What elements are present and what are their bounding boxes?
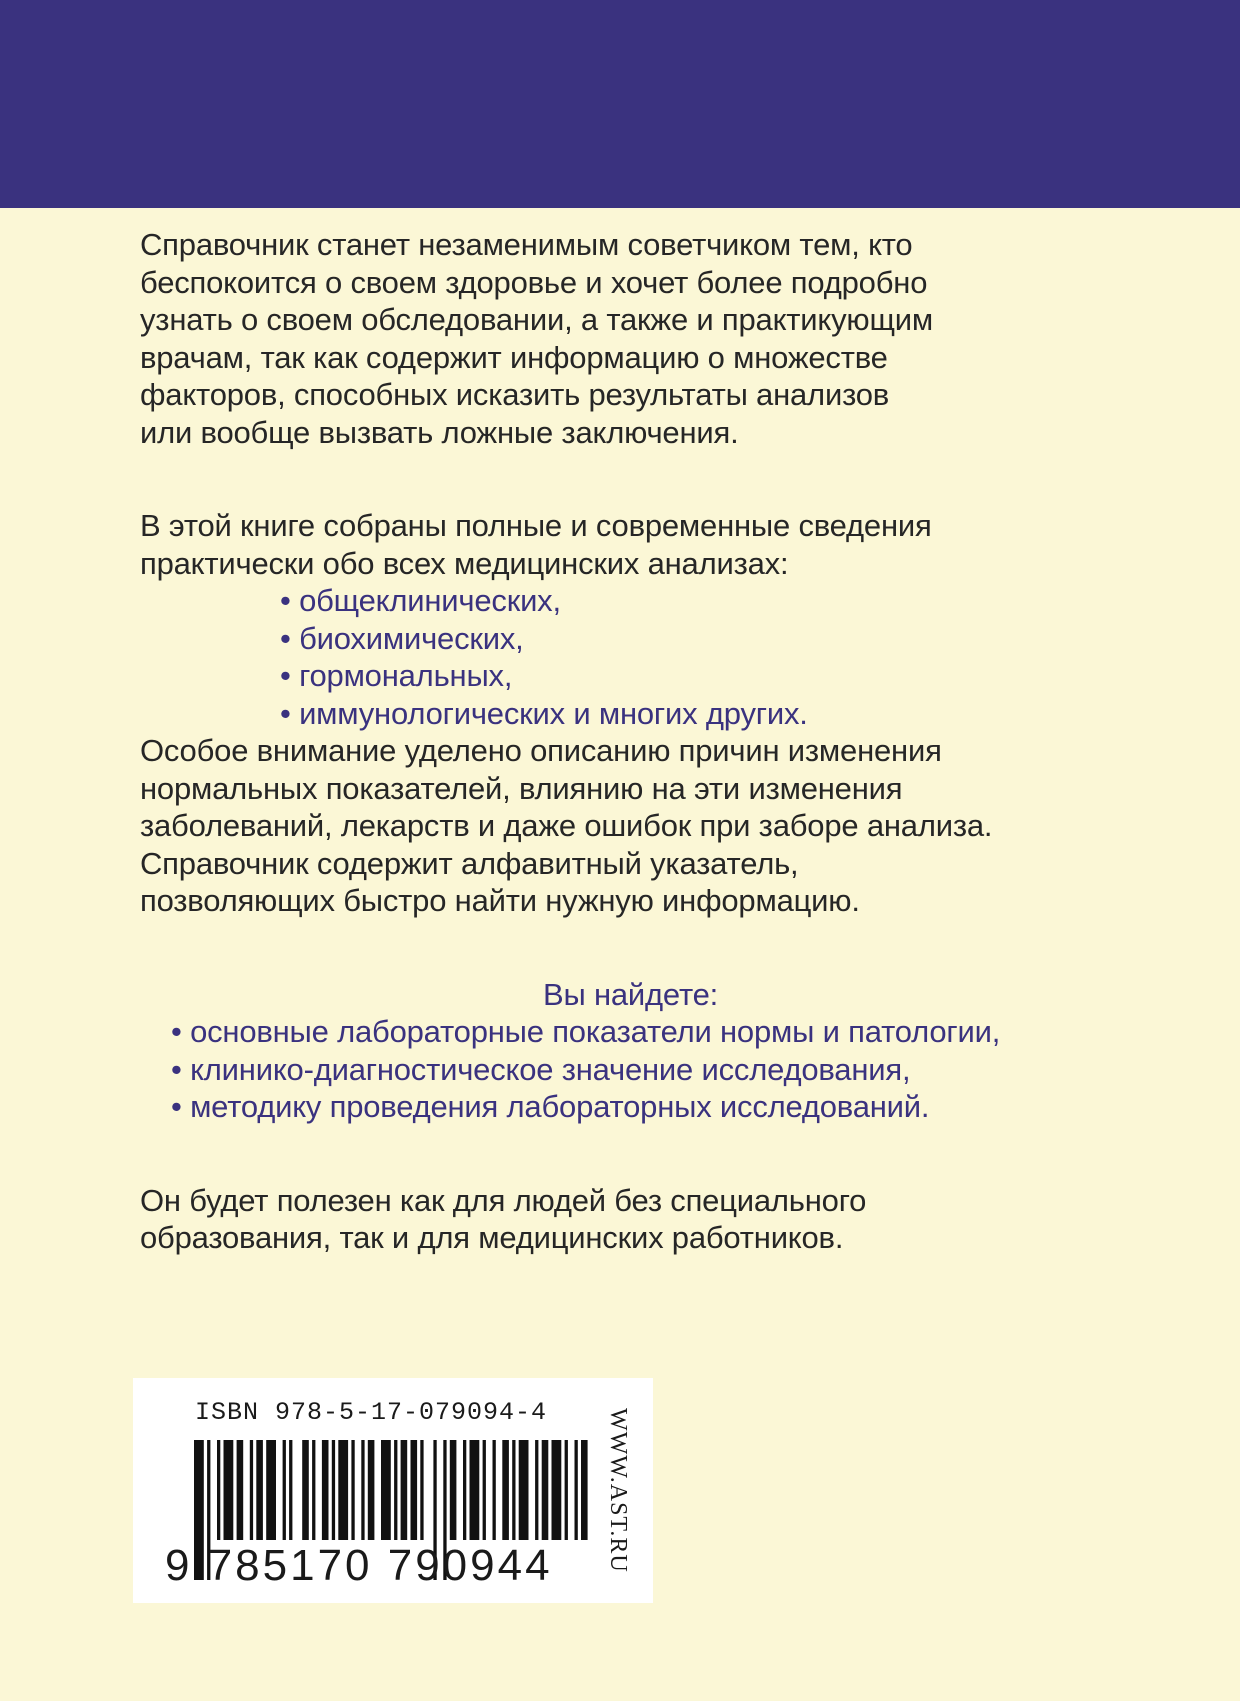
barcode-bar	[256, 1440, 263, 1540]
attention-line: позволяющих быстро найти нужную информацию.	[140, 883, 860, 918]
barcode-bar	[519, 1440, 529, 1540]
barcode-bar	[250, 1440, 253, 1540]
barcode-bar	[575, 1440, 578, 1540]
barcode-bar	[470, 1440, 480, 1540]
list-item: • клинико-диагностическое значение исследования,	[171, 1051, 911, 1087]
collection-line: В этой книге собраны полные и современные сведения	[140, 508, 932, 543]
barcode-bar	[535, 1440, 538, 1540]
barcode-bar	[394, 1440, 397, 1540]
list-item: • гормональных,	[280, 658, 513, 693]
barcode-bar	[552, 1440, 562, 1540]
list-item: • основные лабораторные показатели нормы и патологии,	[171, 1014, 1001, 1049]
closing-paragraph	[140, 1182, 1220, 1257]
attention-line: Справочник содержит алфавитный указатель,	[140, 845, 799, 881]
barcode-bar	[332, 1440, 335, 1540]
barcode-bar	[581, 1440, 588, 1540]
collection-paragraph	[140, 507, 1220, 582]
barcode-bar	[450, 1440, 457, 1540]
barcode-bar	[463, 1440, 466, 1540]
barcode-bar	[361, 1440, 364, 1540]
attention-line: Особое внимание уделено описанию причин изменения	[140, 733, 942, 768]
closing-line: Он будет полезен как для людей без специального	[140, 1182, 867, 1218]
intro-line: Справочник станет незаменимым советчиком тем, кто	[140, 227, 913, 262]
barcode-panel	[133, 1378, 653, 1603]
intro-line: факторов, способных исказить результаты анализов	[140, 377, 890, 412]
barcode-bar	[283, 1440, 286, 1540]
attention-paragraph	[140, 732, 1220, 920]
barcode-bar	[338, 1440, 348, 1540]
list-item: • биохимических,	[280, 620, 524, 656]
barcode-bar	[565, 1440, 568, 1540]
barcode-bar	[217, 1440, 220, 1540]
list-item: • иммунологических и многих других.	[280, 695, 808, 731]
barcode-bar	[542, 1440, 549, 1540]
barcode-bar	[302, 1440, 309, 1540]
intro-paragraph	[140, 226, 1220, 451]
barcode-bar	[224, 1440, 234, 1540]
closing-line: образования, так и для медицинских работников.	[140, 1220, 844, 1255]
intro-line: или вообще вызвать ложные заключения.	[140, 414, 739, 450]
collection-line: практически обо всех медицинских анализах:	[140, 545, 789, 581]
attention-line: заболеваний, лекарств и даже ошибок при заборе анализа.	[140, 808, 993, 843]
ean-digits: 9 785170 790944	[165, 1541, 553, 1590]
barcode-bar	[368, 1440, 375, 1540]
isbn-label: ISBN 978-5-17-079094-4	[195, 1398, 548, 1427]
barcode-bar	[502, 1440, 509, 1540]
list-item: • методику проведения лабораторных исследований.	[171, 1089, 930, 1124]
barcode-bar	[289, 1440, 292, 1540]
cover-top-band	[0, 0, 1240, 208]
attention-line: нормальных показателей, влиянию на эти изменения	[140, 770, 903, 806]
barcode-bar	[237, 1440, 244, 1540]
barcode-bar	[351, 1440, 354, 1540]
barcode-bar	[483, 1440, 486, 1540]
find-title: Вы найдете:	[543, 976, 719, 1012]
barcode-bar	[420, 1440, 423, 1540]
analysis-types-list	[140, 582, 1220, 732]
barcode-bar	[401, 1440, 408, 1540]
find-items-list	[140, 1013, 1220, 1126]
intro-line: врачам, так как содержит информацию о множестве	[140, 339, 888, 375]
barcode-bar	[312, 1440, 315, 1540]
barcode-bar	[266, 1440, 276, 1540]
barcode-bar	[512, 1440, 515, 1540]
barcode-bar	[381, 1440, 391, 1540]
website-url: WWW.AST.RU	[605, 1408, 631, 1573]
barcode-bar	[411, 1440, 418, 1540]
list-item: • общеклинических,	[280, 583, 561, 618]
back-cover-text	[140, 226, 1220, 1257]
barcode-bar	[493, 1440, 496, 1540]
intro-line: узнать о своем обследовании, а также и практикующим	[140, 302, 934, 337]
intro-line: беспокоится о своем здоровье и хочет более подробно	[140, 264, 928, 300]
barcode-bar	[322, 1440, 329, 1540]
